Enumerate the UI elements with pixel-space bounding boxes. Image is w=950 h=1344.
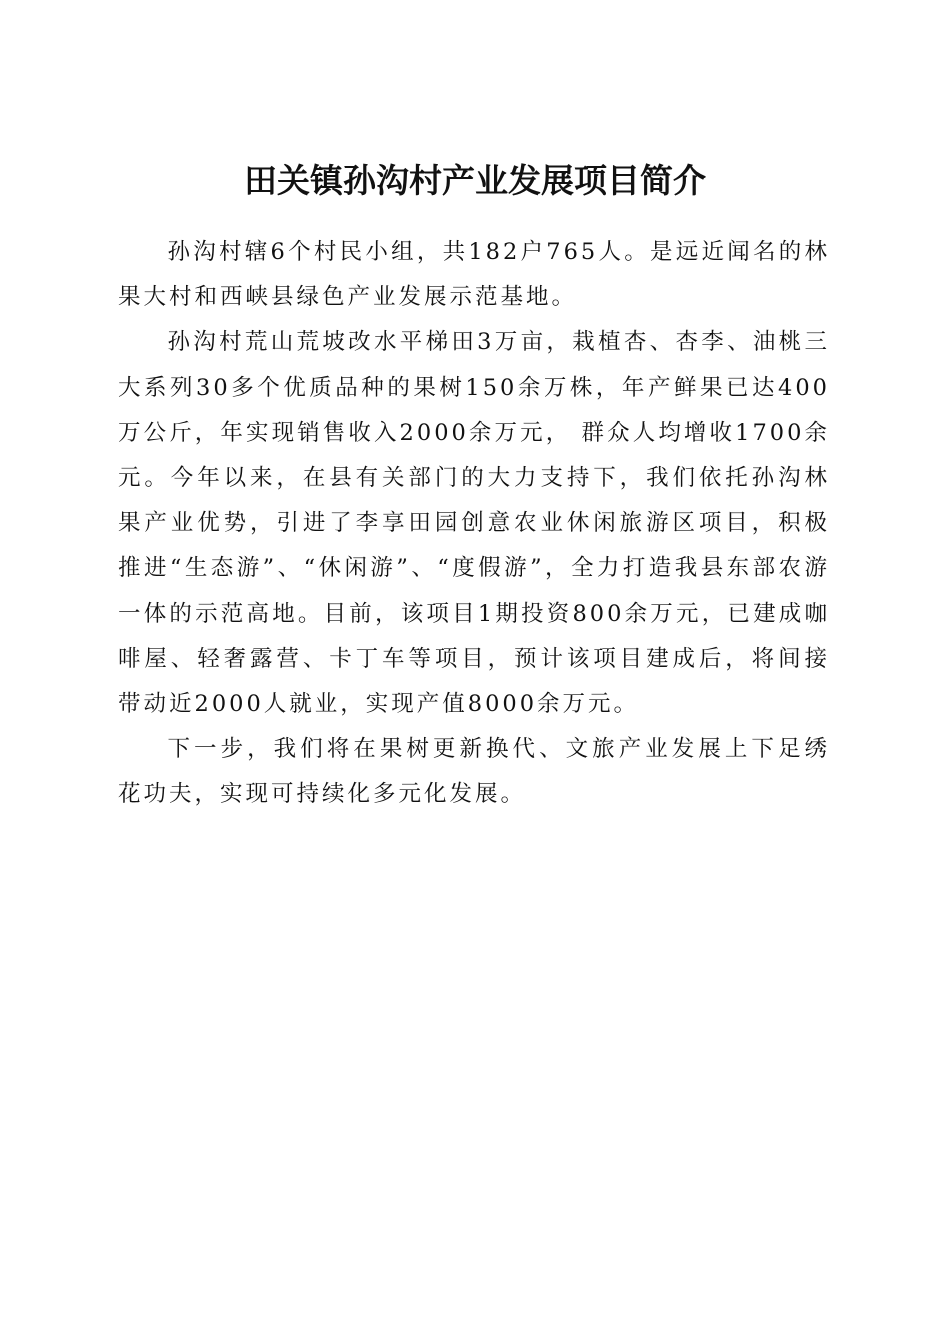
paragraph-next-steps: 下一步，我们将在果树更新换代、文旅产业发展上下足绣花功夫，实现可持续化多元化发展。: [118, 736, 830, 808]
paragraph-village-overview: 孙沟村辖6个村民小组，共182户765人。是远近闻名的林果大村和西峡县绿色产业发展示范基地。: [118, 239, 830, 311]
document-body: [118, 230, 830, 818]
paragraph-industry-development: 孙沟村荒山荒坡改水平梯田3万亩，栽植杏、杏李、油桃三大系列30多个优质品种的果树150余万株，年产鲜果已达400万公斤，年实现销售收入2000余万元， 群众人均增收1700余元。今年以来，在县有关部门的大力支持下，我们依托孙沟林果产业优势，引进了李享田园创意农业休闲旅游区项目，积极推进“生态游”、“休闲游”、“度假游”，全力打造我县东部农游一体的示范高地。目前，该项目1期投资800余万元，已建成咖啡屋、轻奢露营、卡丁车等项目，预计该项目建成后，将间接带动近2000人就业，实现产值8000余万元。: [118, 329, 830, 718]
document-title: 田关镇孙沟村产业发展项目简介: [244, 161, 706, 201]
